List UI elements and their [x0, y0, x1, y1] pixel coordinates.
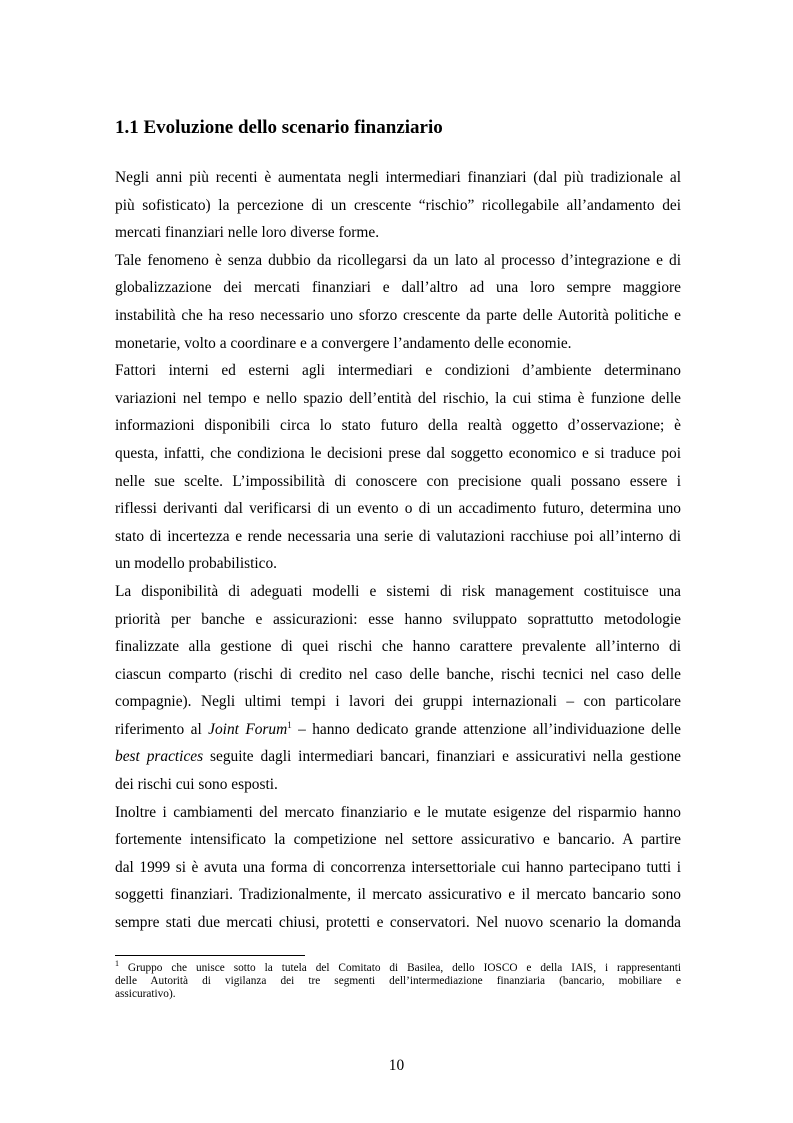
page-number: 10	[388, 1057, 405, 1074]
text-line: monetarie, volto a coordinare e a convergere l’andamento delle economie.	[115, 334, 572, 352]
text-line: instabilità che ha reso necessario uno sforzo crescente da parte delle Autorità politiche e	[115, 306, 681, 324]
text-line: fortemente intensificato la competizione nel settore assicurativo e bancario. A partire	[115, 831, 681, 849]
text-line: compagnie). Negli ultimi tempi i lavori dei gruppi internazionali – con particolare	[115, 693, 681, 711]
best-practices-term: best practices	[115, 748, 204, 766]
text-line: globalizzazione dei mercati finanziari e dall’altro ad una loro sempre maggiore	[115, 279, 681, 297]
footnote-line: delle Autorità di vigilanza dei tre segmenti dell’intermediazione finanziaria (bancario, mobiliare e	[115, 975, 681, 988]
text-line: più sofisticato) la percezione di un crescente “rischio” ricollegabile all’andamento dei	[115, 196, 681, 214]
text-line: stato di incertezza e rende necessaria una serie di valutazioni racchiuse poi all’interno di	[115, 527, 681, 545]
text-line: riflessi derivanti dal verificarsi di un evento o di un accadimento futuro, determina uno	[115, 500, 681, 518]
text-line: La disponibilità di adeguati modelli e sistemi di risk management costituisce una	[115, 582, 681, 600]
text-line: sempre stati due mercati chiusi, protetti e conservatori. Nel nuovo scenario la domanda	[115, 914, 681, 932]
footnote	[115, 959, 681, 1002]
text-line: riferimento al Joint Forum$^1$ – hanno dedicato grande attenzione all’individuazione delle	[115, 719, 681, 738]
text-line: Tale fenomeno è senza dubbio da ricollegarsi da un lato al processo d’integrazione e di	[115, 251, 681, 269]
text-line: questa, infatti, che condiziona le decisioni prese dal soggetto economico e si traduce poi	[115, 444, 681, 462]
text-line: finalizzate alla gestione di quei rischi che hanno carattere prevalente all’interno di	[115, 638, 681, 656]
joint-forum-term: Joint Forum	[208, 720, 288, 738]
text-line: variazioni nel tempo e nello spazio dell’entità del rischio, la cui stima è funzione delle	[115, 389, 681, 407]
text-line: priorità per banche e assicurazioni: esse hanno sviluppato soprattutto metodologie	[115, 610, 681, 628]
text-line: dei rischi cui sono esposti.	[115, 776, 278, 794]
footnote-line: $^1$ Gruppo che unisce sotto la tutela del Comitato di Basilea, dello IOSCO e della IAIS, i rappresentanti	[115, 959, 681, 974]
text-line: Inoltre i cambiamenti del mercato finanziario e le mutate esigenze del risparmio hanno	[115, 803, 681, 821]
text-line: Negli anni più recenti è aumentata negli intermediari finanziari (dal più tradizionale al	[115, 169, 681, 186]
footnote-marker: 1	[115, 959, 119, 969]
text-line: best practices seguite dagli intermediari bancari, finanziari e assicurativi nella gestione	[115, 748, 681, 766]
text-line: informazioni disponibili circa lo stato futuro della realtà oggetto d’osservazione; è	[115, 417, 681, 435]
text-line: Fattori interni ed esterni agli intermediari e condizioni d’ambiente determinano	[115, 362, 681, 380]
text-line: mercati finanziari nelle loro diverse forme.	[115, 224, 380, 242]
footnote-reference: 1	[287, 719, 292, 730]
text-line: dal 1999 si è avuta una forma di concorrenza intersettoriale cui hanno partecipano tutti i	[115, 858, 681, 876]
footnote-divider	[115, 955, 305, 956]
section-heading: 1.1 Evoluzione dello scenario finanziario	[115, 117, 443, 138]
body-text	[115, 164, 681, 937]
footnote-line: assicurativo).	[115, 988, 176, 1001]
text-line: un modello probabilistico.	[115, 555, 278, 573]
text-line: nelle sue scelte. L’impossibilità di conoscere con precisione quali possano essere i	[115, 472, 681, 490]
text-line: soggetti finanziari. Tradizionalmente, il mercato assicurativo e il mercato bancario sono	[115, 886, 681, 904]
text-line: ciascun comparto (rischi di credito nel caso delle banche, rischi tecnici nel caso delle	[115, 665, 681, 683]
